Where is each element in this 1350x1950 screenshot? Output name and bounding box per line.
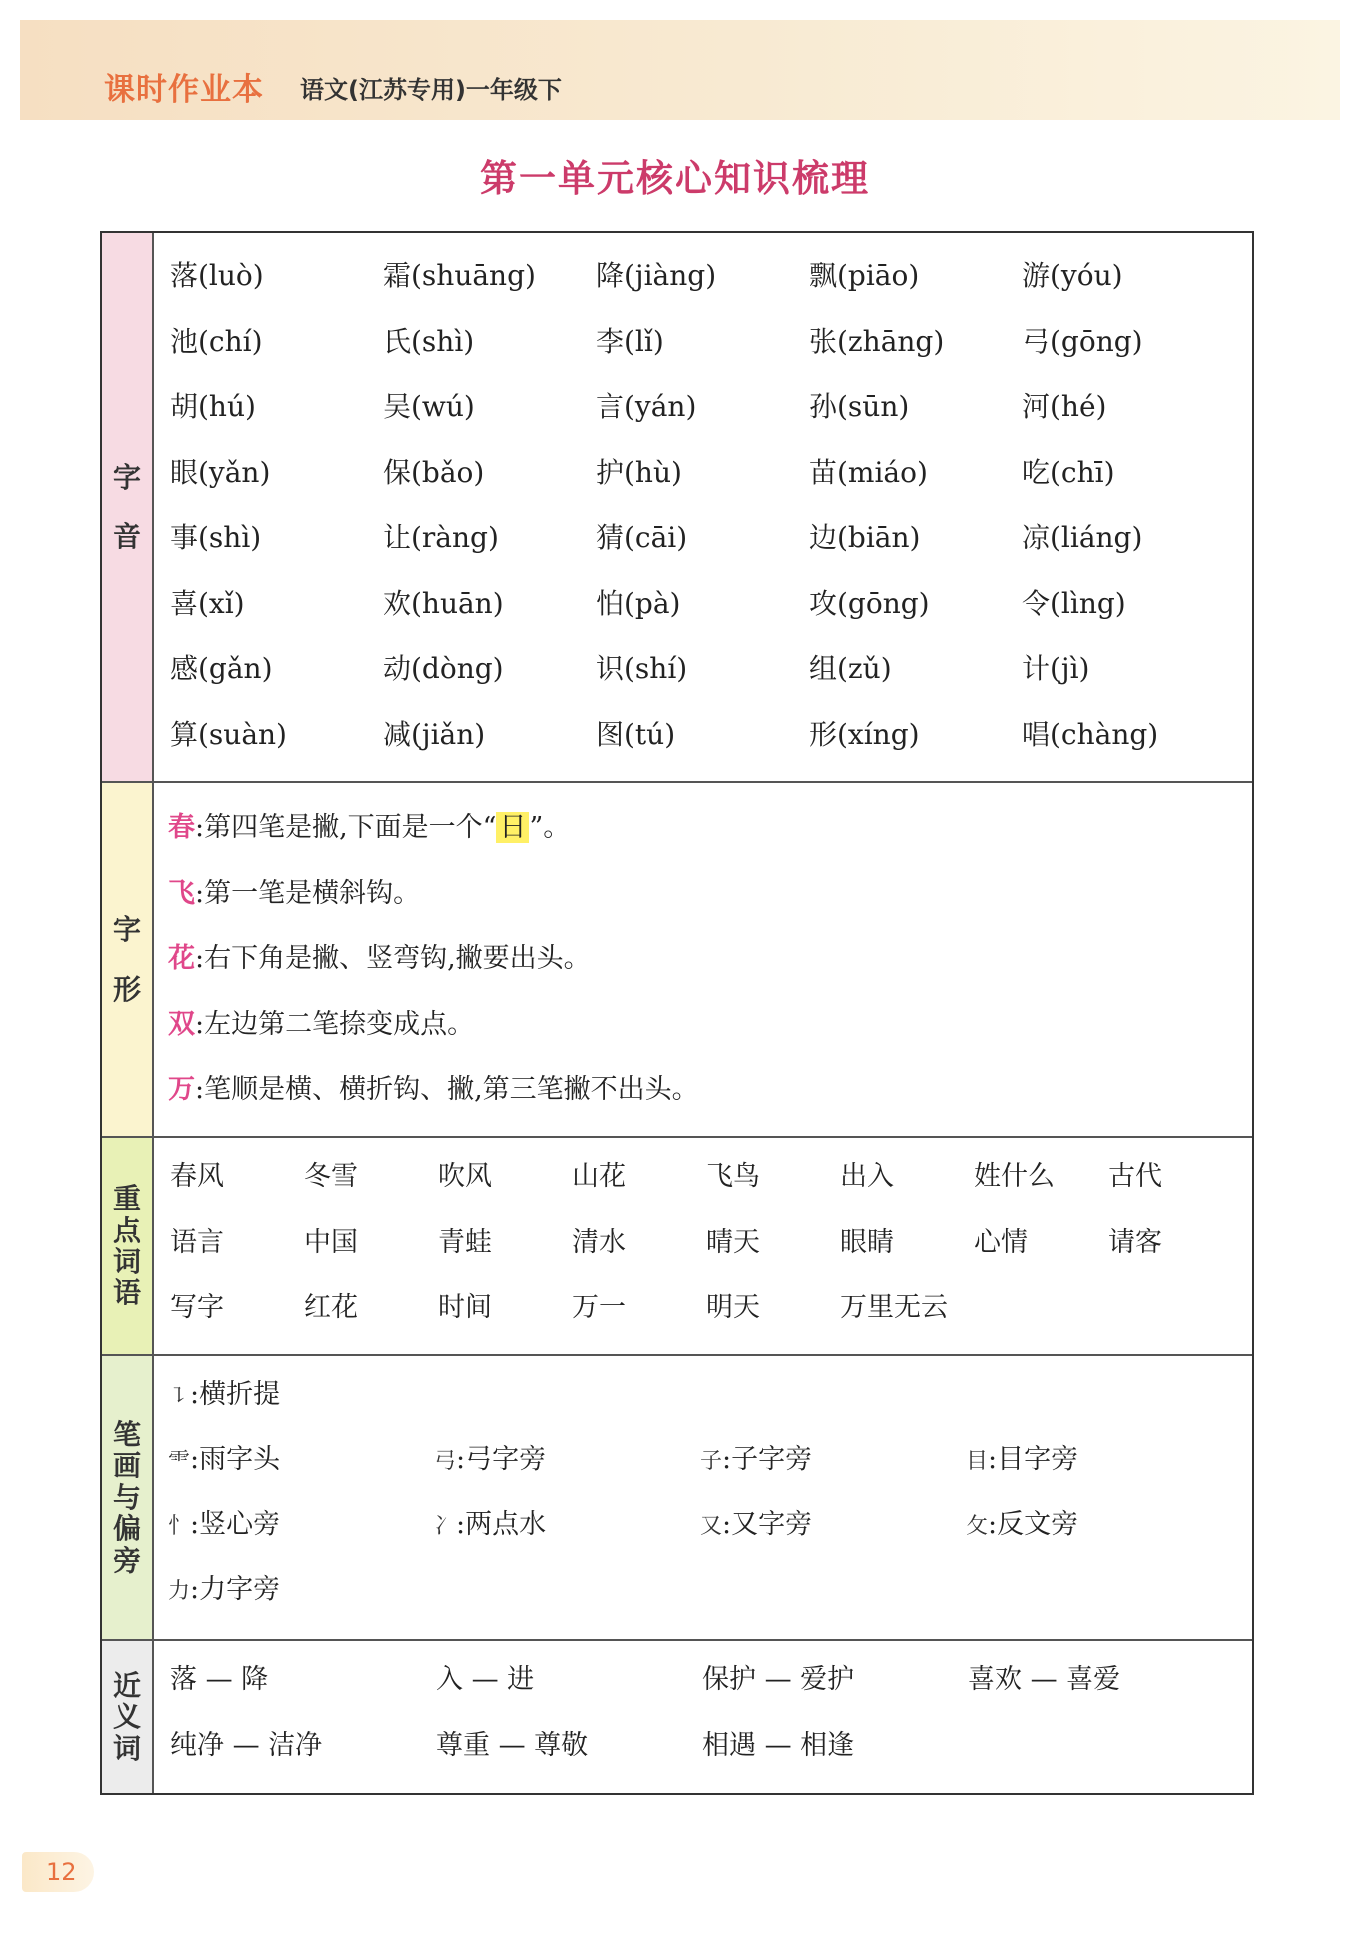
radical-item: [168, 1370, 434, 1435]
key-word: 明天: [706, 1292, 760, 1323]
pronunciation-item: 计(jì): [1022, 652, 1090, 685]
pronunciation-item: 喜(xǐ): [170, 586, 245, 620]
key-word: 飞鸟: [706, 1161, 760, 1192]
pronunciation-item: 事(shì): [170, 521, 262, 554]
key-word: 中国: [304, 1226, 358, 1258]
pronunciation-item: 欢(huān): [383, 586, 504, 620]
radical-item: [700, 1500, 966, 1565]
pronunciation-item: 池(chí): [170, 324, 263, 358]
key-character: 花: [168, 943, 195, 974]
key-word: 吹风: [438, 1161, 492, 1192]
pronunciation-item: 降(jiàng): [596, 259, 717, 292]
section-key-words: [102, 1138, 1252, 1356]
pronunciation-item: 令(lìng): [1022, 586, 1126, 620]
pronunciation-item: 苗(miáo): [809, 455, 928, 489]
label-char: 音: [112, 520, 141, 553]
pronunciation-item: 张(zhāng): [809, 324, 945, 358]
book-subject: 语文(江苏专用)一年级下: [300, 76, 562, 104]
radical-symbol: ⻗: [168, 1449, 191, 1474]
key-character: 春: [168, 812, 195, 843]
radical-name: :又字旁: [722, 1509, 813, 1540]
key-word: 清水: [572, 1226, 626, 1258]
strokes-grid: [154, 1356, 1252, 1630]
radical-name: :竖心旁: [190, 1509, 281, 1540]
key-word: 春风: [170, 1161, 224, 1192]
section-label-form: [102, 783, 154, 1136]
synonym-pair: 保护 — 爱护: [702, 1664, 855, 1695]
key-word: 红花: [304, 1292, 358, 1323]
radical-name: :横折提: [190, 1379, 281, 1410]
section-form: [102, 783, 1252, 1138]
words-grid: [154, 1138, 1252, 1349]
label-char: 偏: [112, 1512, 141, 1546]
pronunciation-item: 保(bǎo): [383, 455, 485, 489]
synonym-pair: 入 — 进: [436, 1664, 535, 1695]
label-char: 义: [112, 1700, 141, 1734]
pronunciation-item: 识(shí): [596, 652, 688, 685]
label-char: 点: [112, 1213, 141, 1247]
form-note: :笔顺是横、横折钩、撇,第三笔撇不出头。: [195, 1074, 699, 1105]
pronunciation-item: 唱(chàng): [1022, 717, 1159, 751]
pronunciation-item: 吃(chī): [1022, 455, 1115, 489]
synonym-pair: 相遇 — 相逢: [702, 1729, 855, 1761]
radical-item: [966, 1500, 1232, 1565]
pronunciation-item: 感(gǎn): [170, 652, 273, 685]
radical-name: :弓字旁: [456, 1444, 547, 1475]
pronunciation-item: 减(jiǎn): [383, 717, 486, 751]
section-pronunciation: [102, 233, 1252, 783]
label-char: 重: [112, 1182, 141, 1216]
form-list: [154, 783, 1252, 1131]
pronunciation-item: 氏(shì): [383, 324, 475, 358]
section-label-words: [102, 1138, 154, 1354]
radical-symbol: 弓: [434, 1449, 457, 1474]
key-character: 万: [168, 1074, 195, 1105]
pronunciation-item: 护(hù): [596, 455, 682, 489]
pronunciation-item: 图(tú): [596, 717, 676, 751]
section-label-strokes: [102, 1356, 154, 1639]
knowledge-table: [100, 231, 1254, 1795]
key-word: 心情: [974, 1226, 1028, 1258]
section-synonyms: [102, 1641, 1252, 1793]
radical-symbol: 又: [700, 1514, 723, 1539]
radical-name: :子字旁: [722, 1444, 813, 1475]
label-char: 词: [112, 1731, 141, 1765]
pronunciation-item: 飘(piāo): [809, 259, 920, 292]
key-word: 青蛙: [438, 1226, 492, 1258]
key-character: 飞: [168, 877, 195, 909]
key-word: 出入: [840, 1161, 894, 1192]
key-word: 时间: [438, 1292, 492, 1323]
radical-symbol: ㇊: [168, 1384, 191, 1409]
label-char: 词: [112, 1245, 141, 1278]
label-char: 语: [112, 1276, 141, 1310]
form-note: :左边第二笔捺变成点。: [195, 1008, 475, 1040]
key-word: 晴天: [706, 1226, 760, 1258]
label-char: 形: [112, 972, 141, 1006]
key-word: 写字: [170, 1292, 224, 1323]
label-char: 与: [112, 1480, 141, 1514]
key-word: 姓什么: [974, 1161, 1055, 1192]
pronunciation-item: 让(ràng): [383, 521, 499, 554]
pronunciation-item: 孙(sūn): [809, 390, 910, 423]
pronunciation-item: 吴(wú): [383, 390, 475, 423]
section-label-synonyms: [102, 1641, 154, 1793]
pronunciation-item: 动(dòng): [383, 652, 504, 685]
form-item: [168, 1065, 1252, 1131]
pronunciation-item: 组(zǔ): [809, 652, 892, 685]
radical-item: [434, 1435, 700, 1500]
synonym-pair: 喜欢 — 喜爱: [968, 1664, 1121, 1695]
pronunciation-item: 落(luò): [170, 259, 264, 292]
pronunciation-item: 攻(gōng): [809, 586, 930, 620]
radical-name: :两点水: [456, 1509, 547, 1540]
pronunciation-item: 胡(hú): [170, 390, 256, 423]
pronunciation-item: 河(hé): [1022, 390, 1107, 423]
radical-name: :雨字头: [190, 1444, 281, 1475]
page-title: 第一单元核心知识梳理: [480, 157, 870, 200]
form-item: [168, 934, 1252, 1000]
pronunciation-item: 边(biān): [809, 521, 921, 554]
pronunciation-item: 李(lǐ): [596, 324, 664, 358]
pronunciation-item: 怕(pà): [596, 586, 681, 620]
radical-item: [168, 1500, 434, 1565]
radical-name: :目字旁: [988, 1444, 1079, 1475]
label-char: 近: [112, 1668, 141, 1702]
stroke-row: [168, 1435, 1252, 1500]
radical-name: :反文旁: [988, 1509, 1079, 1540]
radical-symbol: 攵: [966, 1514, 989, 1539]
radical-item: [700, 1435, 966, 1500]
radical-item: [434, 1500, 700, 1565]
radical-name: :力字旁: [190, 1574, 281, 1605]
label-char: 字: [112, 460, 141, 494]
pronunciation-item: 眼(yǎn): [170, 455, 271, 489]
label-char: 笔: [112, 1418, 141, 1452]
key-word: 请客: [1108, 1226, 1162, 1258]
pronunciation-item: 形(xíng): [809, 717, 920, 751]
synonym-pair: 落 — 降: [170, 1664, 269, 1695]
synonym-row: [170, 1721, 1252, 1787]
form-note-end: ”。: [529, 812, 571, 843]
pronunciation-item: 言(yán): [596, 390, 697, 423]
form-item: [168, 1000, 1252, 1066]
pronunciation-grid: [154, 233, 1252, 773]
radical-item: [168, 1435, 434, 1500]
radical-item: [168, 1565, 434, 1630]
stroke-row: [168, 1565, 1252, 1630]
synonym-row: [170, 1655, 1252, 1721]
key-word: 冬雪: [304, 1161, 358, 1192]
stroke-row: [168, 1500, 1252, 1565]
synonyms-grid: [154, 1641, 1252, 1786]
book-brand: 课时作业本: [104, 72, 264, 108]
synonym-pair: 纯净 — 洁净: [170, 1729, 323, 1761]
pronunciation-item: 游(yóu): [1022, 259, 1123, 292]
radical-symbol: 子: [700, 1449, 723, 1474]
key-word: 古代: [1108, 1161, 1162, 1192]
form-note: :第一笔是横斜钩。: [195, 877, 421, 909]
pronunciation-item: 霜(shuāng): [383, 259, 536, 292]
radical-symbol: 力: [168, 1579, 191, 1604]
form-item: [168, 869, 1252, 935]
pronunciation-item: 算(suàn): [170, 717, 287, 751]
radical-symbol: 冫: [434, 1514, 457, 1539]
label-char: 字: [112, 913, 141, 947]
form-note: :右下角是撇、竖弯钩,撇要出头。: [195, 943, 591, 974]
label-char: 画: [112, 1449, 141, 1483]
radical-symbol: 忄: [168, 1514, 191, 1539]
key-word: 语言: [170, 1226, 224, 1258]
key-word: 山花: [572, 1161, 626, 1192]
radical-symbol: 目: [966, 1449, 989, 1474]
pronunciation-item: 弓(gōng): [1022, 324, 1143, 358]
stroke-row: [168, 1370, 1252, 1435]
form-note: :第四笔是撇,下面是一个“: [195, 812, 497, 843]
page-number: 12: [22, 1852, 94, 1892]
section-strokes-radicals: [102, 1356, 1252, 1641]
radical-item: [966, 1435, 1232, 1500]
key-word: 万一: [572, 1292, 626, 1323]
pronunciation-item: 猜(cāi): [596, 521, 688, 554]
label-char: 旁: [112, 1543, 141, 1577]
form-item: [168, 803, 1252, 869]
section-label-pronunciation: [102, 233, 154, 781]
key-word: 万里无云: [840, 1292, 948, 1323]
pronunciation-item: 凉(liáng): [1022, 521, 1143, 554]
key-word: 眼睛: [840, 1226, 894, 1258]
synonym-pair: 尊重 — 尊敬: [436, 1729, 589, 1761]
key-character: 双: [168, 1008, 195, 1040]
highlighted-character: 日: [496, 812, 529, 843]
